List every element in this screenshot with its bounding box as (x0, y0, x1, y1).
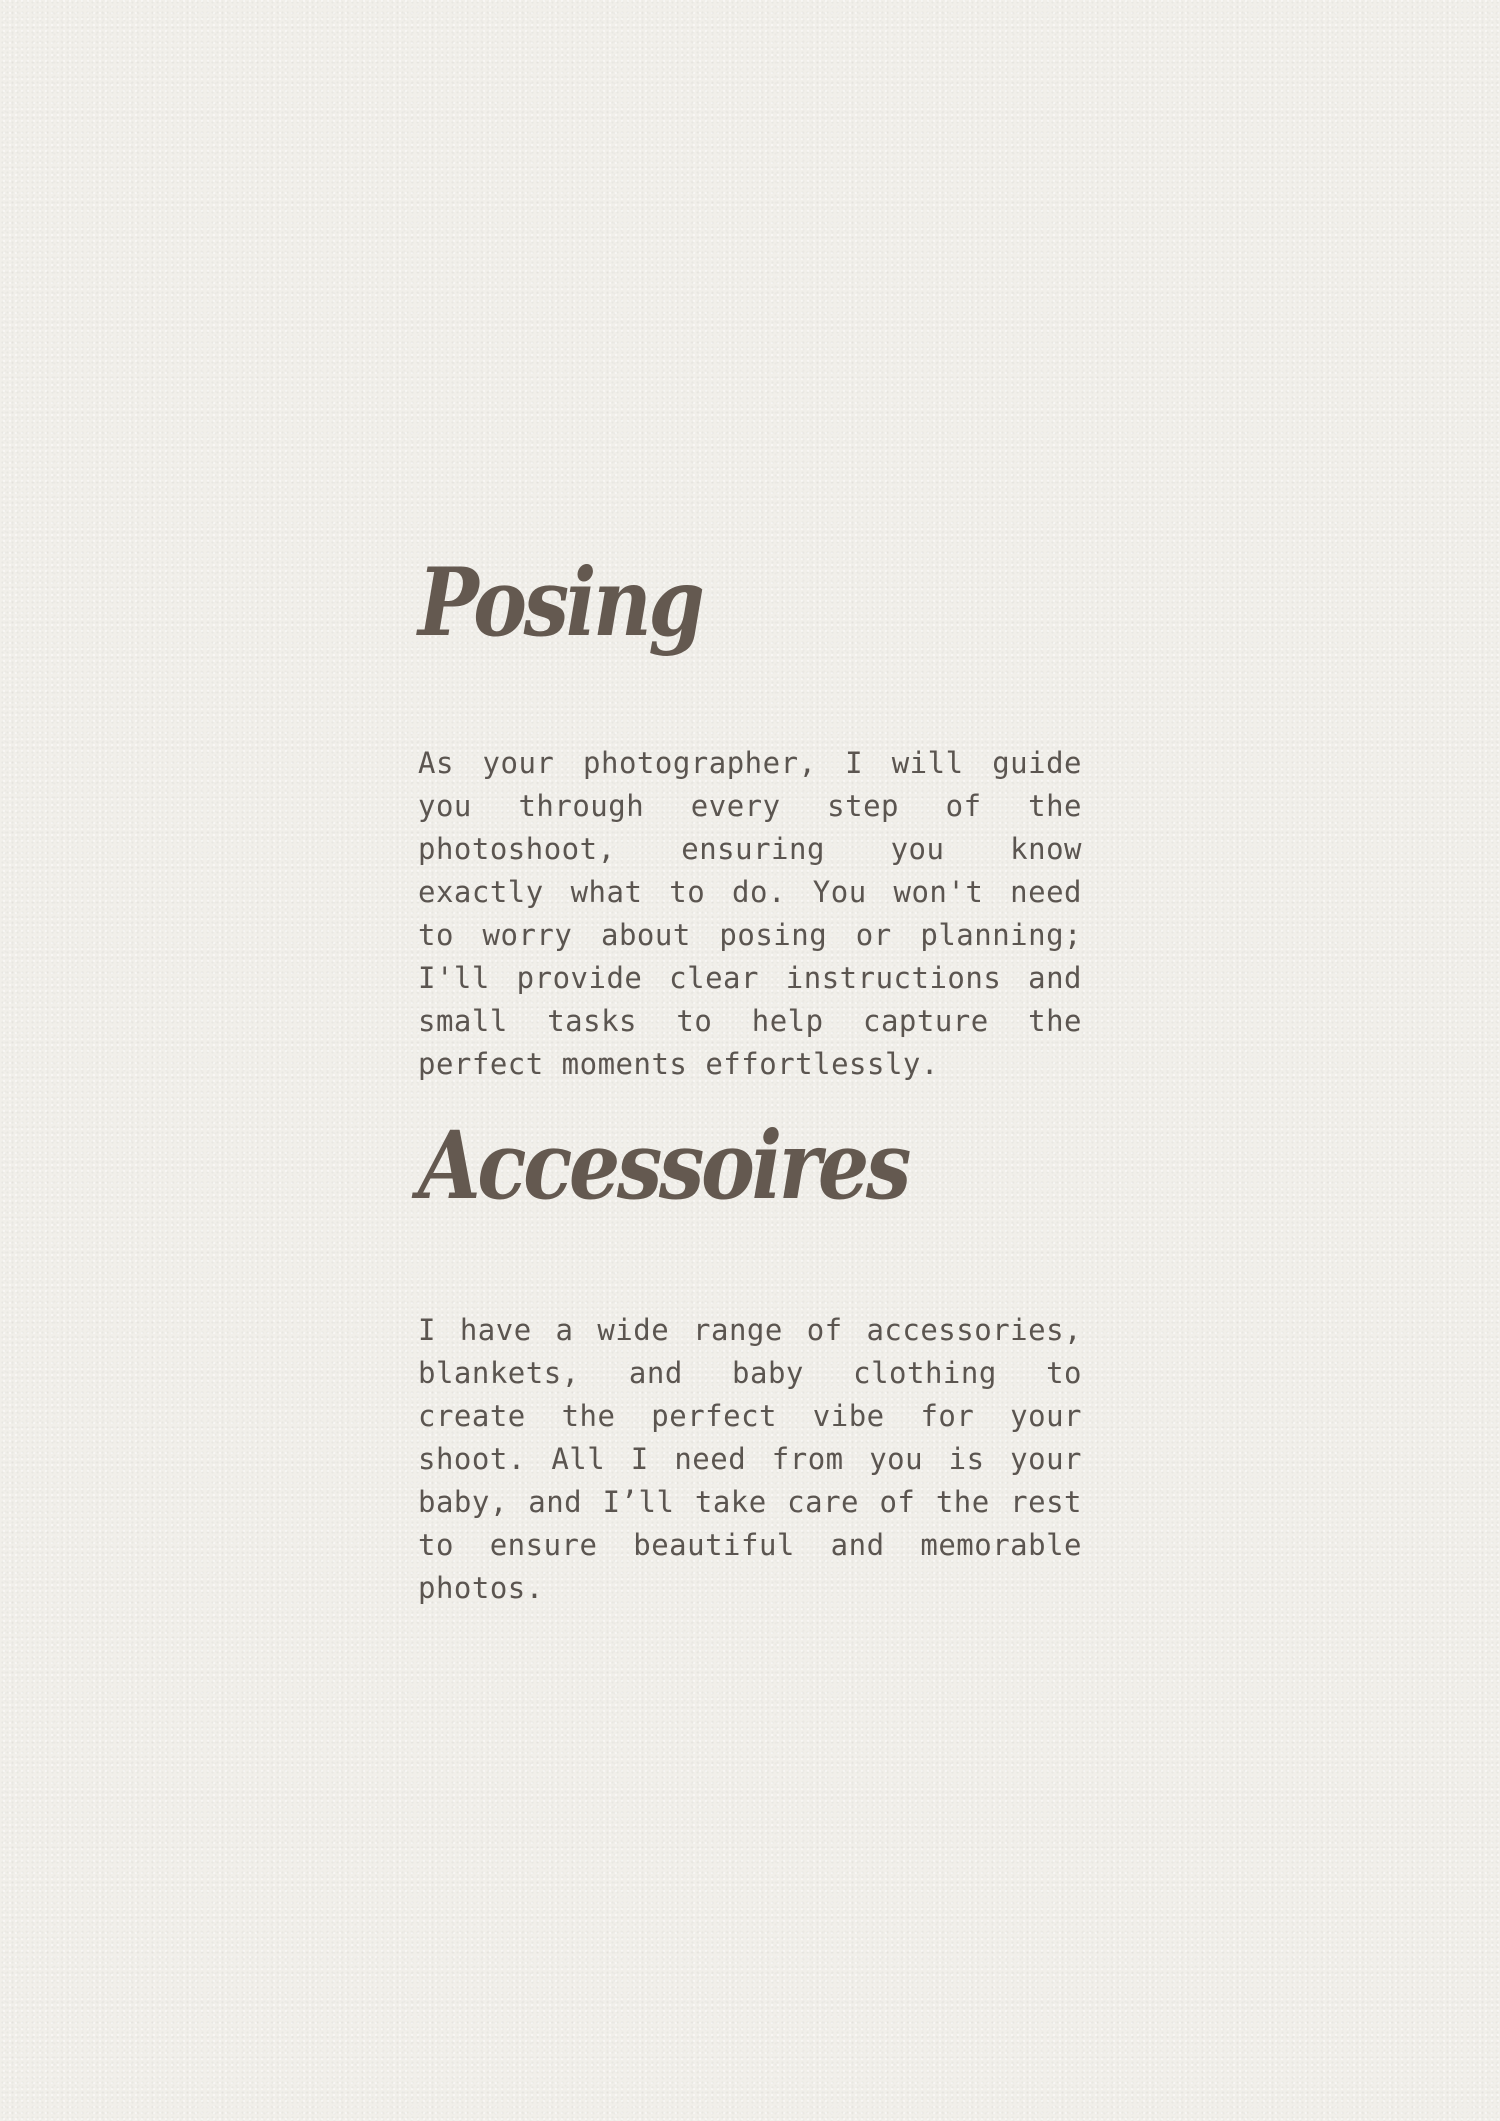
accessoires-paragraph: I have a wide range of accessories, blankets, and baby clothing to create the perfect vibe for your shoot. All I need from you is your baby, and I’ll take care of the rest to ensure beautiful and memorable photos. (418, 1313, 1082, 1605)
accessoires-heading: Accessoires (418, 1111, 908, 1221)
posing-heading: Posing (418, 548, 702, 658)
posing-paragraph: As your photographer, I will guide you through every step of the photoshoot, ensuring you know exactly what to do. You won't need to worry about posing or planning; I'll provide clear instructions and small tasks to help capture the perfect moments effortlessly. (418, 746, 1082, 1081)
